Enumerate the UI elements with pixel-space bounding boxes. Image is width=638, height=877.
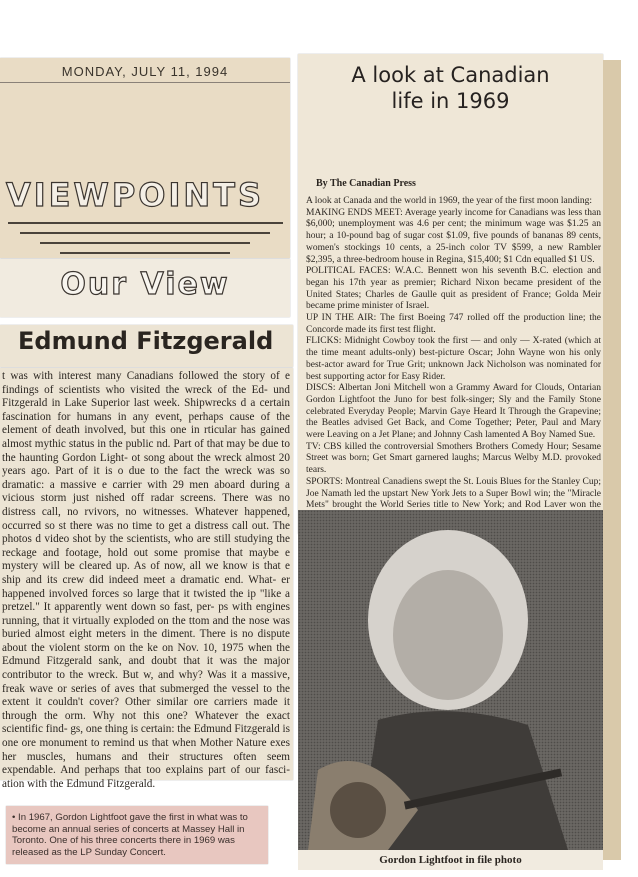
editorial-headline: Edmund Fitzgerald: [18, 327, 274, 355]
article-paragraph: MAKING ENDS MEET: Average yearly income for Canadians was less than $6,000; unemployment was 4.6 per cent; the minimum wage was $1.25 an hour; a 10-pound bag of sugar cost $1.09, five pounds of bananas 89 cents, women's stockings 10 cents, a 25-inch color TV $599, a new Rambler $2,395, a three-bedroom house in Regina, $15,400; $1 Cdn equalled $1 US.: [306, 207, 601, 265]
editorial-article: [0, 368, 293, 790]
article-body: [306, 196, 601, 559]
subsection-title: Our View: [60, 267, 230, 302]
article-title-line1: A look at Canadian: [351, 63, 550, 87]
lightfoot-caption-clipping: [6, 806, 268, 864]
article-paragraph: SPORTS: Montreal Canadiens swept the St. Louis Blues for the Stanley Cup; Joe Namath led the upstart New York Jets to a Super Bowl win; the "Miracle Mets" brought the World Series title to New York; and Rod Laver won the: [306, 476, 601, 511]
article-byline: By The Canadian Press: [316, 178, 416, 189]
article-paragraph: FLICKS: Midnight Cowboy took the first — and only — X-rated (which at the time meant adults-only) best-picture Oscar; John Wayne won his only best-actor award for True Grit; unknown Jack Nicholson was nominated for best supporting actor for Easy Rider.: [306, 336, 601, 382]
article-paragraph: TV: CBS killed the controversial Smothers Brothers Comedy Hour; Sesame Street was born; Get Smart garnered laughs; Marcus Welby M.D. provoked tears.: [306, 441, 601, 476]
section-title: VIEWPOINTS: [6, 176, 265, 214]
article-title: [298, 62, 603, 114]
article-paragraph: A look at Canada and the world in 1969, the year of the first moon landing:: [306, 196, 592, 206]
article-paragraph: UP IN THE AIR: The first Boeing 747 rolled off the production line; the Concorde made its first test flight.: [306, 313, 601, 335]
editorial-body: t was with interest many Canadians followed the story of e findings of scientists who visited the wreck of the Ed- und Fitzgerald in Lake Superior last week. Shipwrecks d a certain fascination for humans in any event, perhaps cause of the element of death involved, but this one in rticular has gained almost mythic status in the public nd. Part of that may be due to the haunting Gordon Light- ot song about the wreck almost 20 years ago. Part of it is o due to the fact the wreck was so dramatic: a massive e carrier with 29 men aboard during a vicious storm just nished off radar screens. There was no distress call, no rvivors, no witnesses. Whatever happened, occurred so st there was no time to get a distress call out. The photos d video shot by the scientists, who are still studying the reckage and footage, hold out some promise that maybe e mystery will be cleared up. As of now, all we know is that e ship and its crew did indeed meet a dramatic end. What- er happened involved forces so large that it twisted the ip "like a pretzel." It apparently went down so fast, per- ps with engines running, that it virtually exploded on the ttom and the nose was buried almost eight meters in the diment. There is no dispute about the violent storm on the ke on Nov. 10, 1975 when the Edmund Fitzgerald sank, and doubt that it was the major contributor to the wreck. But w, and why? Was it a massive, freak wave or series of aves that submerged the vessel to the extent it couldn't cover? Other similar ore carriers made it through the orm. Why not this one? Whatever the exact scientific find- gs, one thing is certain: the Edmund Fitzgerald is one ore monument to remind us that when Mother Nature exes her muscles, humans and their structures often seem expendable. And perhaps that too explains part of our fasci- ation with the Edmund Fitzgerald.: [2, 370, 291, 790]
divider: [0, 82, 290, 83]
lightfoot-photo-illustration: [298, 510, 603, 850]
divider: [40, 242, 250, 244]
issue-date: MONDAY, JULY 11, 1994: [61, 64, 229, 79]
paper-edge: [603, 60, 621, 860]
photo-caption: Gordon Lightfoot in file photo: [298, 850, 603, 870]
divider: [8, 222, 283, 224]
article-paragraph: POLITICAL FACES: W.A.C. Bennett won his seventh B.C. election and began his 17th year as premier; Richard Nixon became president of the United States; Charles de Gaulle quit as president of France; Golda Meir became prime minister of Israel.: [306, 266, 601, 312]
divider: [60, 252, 230, 254]
viewpoints-header: [0, 58, 290, 258]
our-view-banner: [0, 259, 290, 317]
editorial-headline-box: [0, 325, 293, 367]
canadian-life-article: [298, 54, 603, 534]
clipping-caption: • In 1967, Gordon Lightfoot gave the first in what was to become an annual series of concerts at Massey Hall in Toronto. One of his three concerts there in 1969 was released as the LP Sunday Concert.: [12, 812, 248, 858]
article-title-line2: life in 1969: [391, 89, 510, 113]
article-paragraph: DISCS: Albertan Joni Mitchell won a Grammy Award for Clouds, Ontarian Gordon Lightfoot the Juno for best folk-singer; Sly and the Family Stone celebrated Everyday People; Marvin Gaye Heard It Through the Grapevine; the Beatles advised Get Back, and Come Together; Peter, Paul and Mary were Leaving on a Jet Plane; and Johnny Cash lamented A Boy Named Sue.: [306, 383, 601, 441]
lightfoot-photo: [298, 510, 603, 850]
divider: [20, 232, 270, 234]
